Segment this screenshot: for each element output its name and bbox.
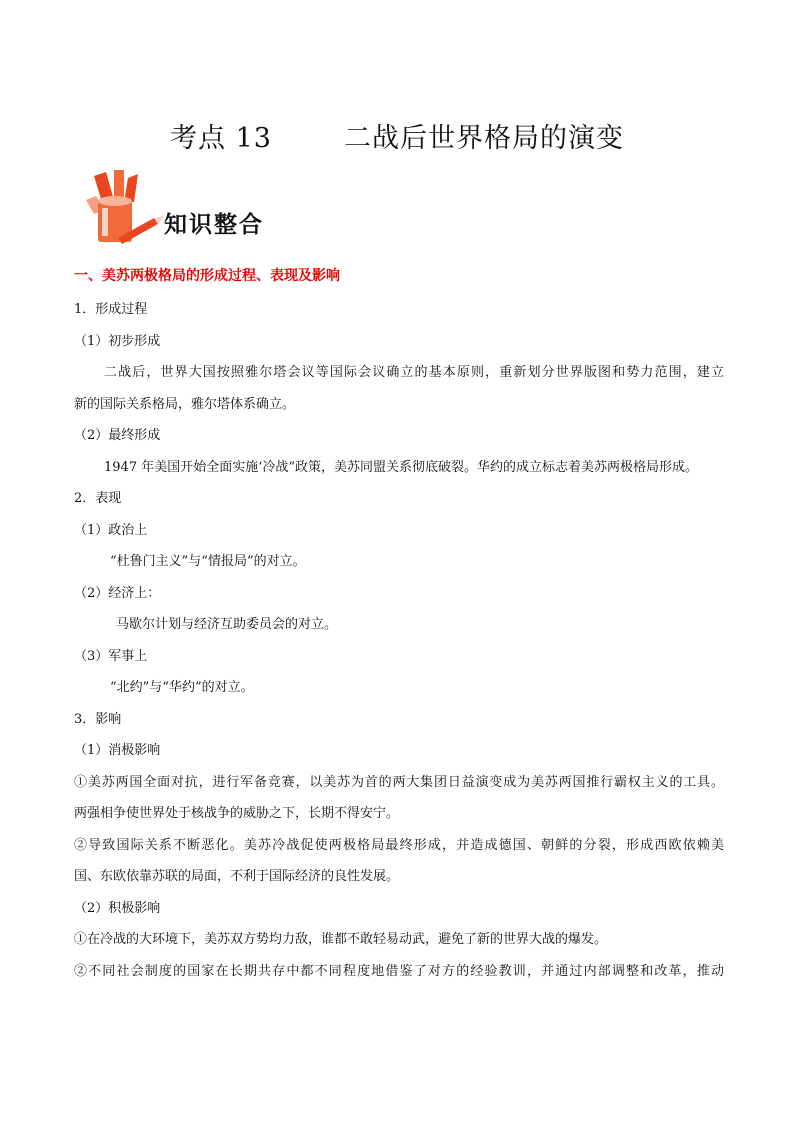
subpoint-heading: （1）政治上: [74, 522, 148, 538]
paragraph-line: 国、东欧依靠苏联的局面，不利于国际经济的良性发展。: [74, 869, 400, 884]
title-topic-name: 二战后世界格局的演变: [343, 123, 624, 154]
document-body: [74, 264, 724, 987]
point-heading: 2．表现: [74, 491, 122, 506]
subpoint-heading: （1）初步形成: [74, 333, 161, 349]
paragraph-line: ①在冷战的大环境下，美苏双方势均力敌，谁都不敢轻易动武，避免了新的世界大战的爆发。: [74, 932, 608, 947]
subpoint-heading: （2）积极影响: [74, 900, 161, 916]
subpoint-heading: （3）军事上: [74, 648, 148, 664]
subpoint-heading: （2）最终形成: [74, 428, 161, 443]
paragraph-line: “北约”与“华约”的对立。: [110, 680, 254, 695]
section-heading: 一、美苏两极格局的形成过程、表现及影响: [74, 268, 340, 284]
paragraph-line: 新的国际关系格局，雅尔塔体系确立。: [74, 396, 296, 412]
point-heading: 3．影响: [74, 711, 122, 727]
banner-label: 知识整合: [164, 212, 264, 238]
knowledge-banner: [84, 170, 314, 252]
subpoint-heading: （2）经济上：: [74, 585, 161, 601]
title-topic-number: 考点 13: [170, 123, 272, 154]
subpoint-heading: （1）消极影响: [74, 743, 161, 758]
paragraph-line: 两强相争使世界处于核战争的威胁之下，长期不得安宁。: [74, 806, 400, 821]
pencil-cup-icon: [84, 170, 174, 252]
paragraph-line: 1947 年美国开始全面实施‘冷战”政策，美苏同盟关系彻底破裂。华约的成立标志着美苏两极格局形成。: [104, 459, 698, 475]
paragraph-line: 马歇尔计划与经济互助委员会的对立。: [116, 617, 338, 632]
point-heading: 1．形成过程: [74, 302, 148, 317]
paragraph-line: ②导致国际关系不断恶化。美苏冷战促使两极格局最终形成，并造成德国、朝鲜的分裂，形成西欧依赖美: [74, 837, 724, 853]
paragraph-line: “杜鲁门主义”与“情报局”的对立。: [110, 554, 306, 569]
page-title: [0, 116, 794, 155]
paragraph-line: ①美苏两国全面对抗，进行军备竞赛，以美苏为首的两大集团日益演变成为美苏两国推行霸权主义的工具。: [74, 774, 724, 790]
paragraph-line: 二战后，世界大国按照雅尔塔会议等国际会议确立的基本原则，重新划分世界版图和势力范围，建立: [104, 365, 724, 380]
paragraph-line: ②不同社会制度的国家在长期共存中都不同程度地借鉴了对方的经验教训，并通过内部调整和改革，推动: [74, 963, 724, 979]
